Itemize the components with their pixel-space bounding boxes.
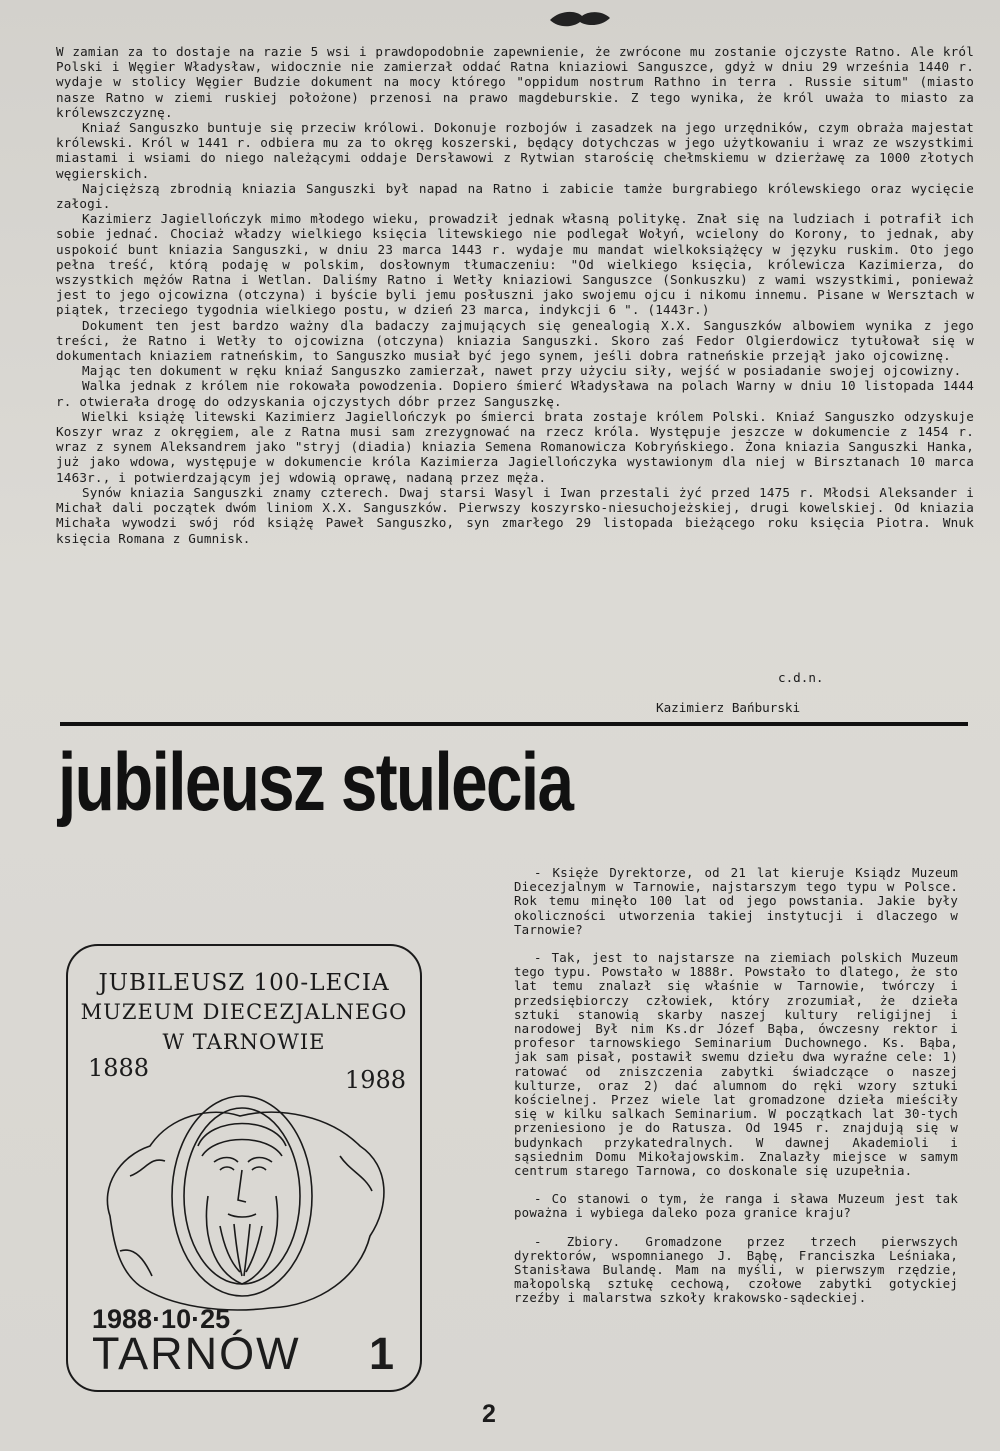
stamp-date: 1988·10·25	[92, 1304, 231, 1334]
stamp-line: W TARNOWIE	[162, 1030, 326, 1054]
stamp-number: 1	[368, 1328, 394, 1379]
headline: jubileusz stulecia	[58, 737, 573, 828]
stamp-city: TARNÓW	[92, 1328, 301, 1379]
stamp-line: JUBILEUSZ 100-LECIA	[98, 970, 390, 996]
ornament-icon	[548, 8, 612, 30]
stamp-year-end: 1988	[344, 1066, 406, 1094]
continued-note: c.d.n.	[778, 670, 824, 685]
article-paragraph: W zamian za to dostaje na razie 5 wsi i prawdopodobnie zapewnienie, że zwrócone mu zostanie ojczyste Ratno. Ale król Polski i Węgier Władysław, widocznie nie zamierzał oddać Ratna kniaziowi Sanguszce, gdyż w dniu 29 września 1440 r. wydaje w stolicy Węgier Budzie dokument na mocy którego "oppidum nostrum Rathno in terra . Russie situm" (miasto nasze Ratno w ziemi ruskiej położone) przenosi na prawo magdeburskie. Z tego wynika, że król uważa to miasto za królewszczyznę.	[56, 44, 974, 120]
interview-paragraph: - Tak, jest to najstarsze na ziemiach polskich Muzeum tego typu. Powstało w 1888r. Powstało to dlatego, że sto lat temu znalazł się właśnie w Tarnowie, twórczy i przedsiębiorczy człowiek, który zrozumiał, że dzieła sztuki stanowią skarby naszej kultury religijnej i narodowej Był nim Ks.dr Józef Bąba, ówczesny rektor i profesor tarnowskiego Seminarium Duchownego. Ks. Bąba, jak sam pisał, postawił swemu dziełu dwa wyraźne cele: 1) ratować od zniszczenia zabytki świadczące o naszej kulturze, oraz 2) dać alumnom do ręki wzory sztuki kościelnej. Przez wiele lat gromadzone dzieła mieściły się w kilku salkach Seminarium. W początkach lat 30-tych przeniesiono je do Ratusza. Od 1945 r. znajdują się w budynkach przykatedralnych. W dawnej Akademioli i sąsiednim Domu Mikołajowskim. Znalazły miejsce w samym centrum starego Tarnowa, co doskonale się uzupełnia.	[514, 950, 958, 1179]
page-number: 2	[482, 1400, 496, 1428]
jubilee-stamp	[66, 944, 422, 1392]
article-paragraph: Walka jednak z królem nie rokowała powodzenia. Dopiero śmierć Władysława na polach Warny w dniu 10 listopada 1444 r. otwierała drogę do odzyskania ojczystych dóbr przez Sanguszkę.	[56, 378, 974, 409]
article-paragraph: Najcięższą zbrodnią kniazia Sanguszki był napad na Ratno i zabicie tamże burgrabiego królewskiego oraz wycięcie załogi.	[56, 180, 974, 212]
article-paragraph: Kniaź Sanguszko buntuje się przeciw królowi. Dokonuje rozbojów i zasadzek na jego urzędników, czym obraża majestat królewski. Król w 1441 r. odbiera mu za to okręg koszerski, będący dotychczas w jego użytkowaniu i wraz ze wszystkimi miastami i wsiami do niego należącymi oddaje Dersławowi z Rytwian starościę chełmskiemu w dzierżawę za 1000 złotych węgierskich.	[56, 120, 974, 181]
interview-column	[514, 866, 958, 1320]
article-paragraph: Kazimierz Jagiellończyk mimo młodego wieku, prowadził jednak własną politykę. Znał się na ludziach i potrafił ich sobie jednać. Chociaż władzy wielkiego księcia litewskiego nie podlegał Wołyń, wcielony do Korony, to jednak, aby uspokoić bunt kniazia Sanguszki, w dniu 23 marca 1443 r. wydaje mu mandat wielkoksiążęcy w języku ruskim. Oto jego pełna treść, którą podaję w polskim, dosłownym tłumaczeniu: "Od wielkiego księcia, królewicza Kazimierza, do wszystkich mężów Ratna i Wetlan. Daliśmy Ratno i Wetły kniaziowi Sanguszce (Sonkuszku) z wami wszystkimi, ponieważ jest to jego ojcowizna (otczyna) i byście byli jemu posłuszni jako swojemu ojcu i nikomu innemu. Pisane w Wersztach w piątek, trzeciego tygodnia wielkiego postu, w dzień 23 marca, indykcji 6 ". (1443r.)	[56, 211, 974, 318]
article-paragraph: Wielki książę litewski Kazimierz Jagiellończyk po śmierci brata zostaje królem Polski. Kniaź Sanguszko odzyskuje Koszyr wraz z okręgiem, ale z Ratna musi sam zrezygnować na rzecz króla. Występuje jeszcze w dokumencie z 1454 r. wraz z synem Aleksandrem jako "stryj (diadia) kniazia Semena Romanowicza Kobryńskiego. Żona kniazia Sanguszki Hanka, już jako wdowa, występuje w dokumencie króla Kazimierza Jagiellończyka wystawionym dla niej w Birsztanach 10 marca 1463r., i potwierdzającym jej wdowią oprawę, nadaną przez męża.	[56, 408, 974, 485]
article-paragraph: Dokument ten jest bardzo ważny dla badaczy zajmujących się genealogią X.X. Sanguszków albowiem wynika z jego treści, że Ratno i Wetły to ojcowizna (otczyna) kniazia Sanguszki. Skoro zaś Fedor Olgierdowicz tytułował się w dokumentach kniaziem ratneńskim, to Sanguszko musiał być jego synem, jeśli dobra ratneńskie przejął jako ojcowiznę.	[56, 317, 974, 364]
history-article	[56, 44, 974, 546]
article-paragraph: Mając ten dokument w ręku kniaź Sanguszko zamierzał, nawet przy użyciu siły, wejść w posiadanie swojej ojcowizny.	[82, 363, 962, 379]
section-divider	[60, 722, 968, 726]
stamp-line: MUZEUM DIECEZJALNEGO	[80, 1000, 408, 1024]
interview-paragraph: - Zbiory. Gromadzone przez trzech pierwszych dyrektorów, wspomnianego J. Bąbę, Franciszka Leśniaka, Stanisława Bulandę. Mam na myśli, w pierwszym rzędzie, małopolską sztukę cechową, czołowe zabytki gotyckiej rzeźby i malarstwa szkoły krakowsko-sądeckiej.	[514, 1233, 958, 1306]
stamp-year-start: 1888	[88, 1054, 150, 1082]
saint-portrait-icon	[90, 1076, 398, 1316]
interview-paragraph: - Księże Dyrektorze, od 21 lat kieruje Ksiądz Muzeum Diecezjalnym w Tarnowie, najstarszym tego typu w Polsce. Rok temu minęło 100 lat od jego powstania. Jakie były okoliczności utworzenia takiej instytucji i dlaczego w Tarnowie?	[514, 865, 958, 937]
article-author: Kazimierz Bańburski	[656, 700, 801, 715]
article-paragraph: Synów kniazia Sanguszki znamy czterech. Dwaj starsi Wasyl i Iwan przestali żyć przed 1475 r. Młodsi Aleksander i Michał dali początek dwóm liniom X.X. Sanguszków. Pierwszy koszyrsko-niesuchojeżskiej, drugi kowelskiej. Od kniazia Michała wywodzi swój ród książę Paweł Sanguszko, syn zmarłego 29 listopada bieżącego roku księcia Piotra. Wnuk księcia Romana z Gumnisk.	[56, 484, 974, 546]
interview-paragraph: - Co stanowi o tym, że ranga i sława Muzeum jest tak poważna i wybiega daleko poza granice kraju?	[514, 1191, 958, 1221]
